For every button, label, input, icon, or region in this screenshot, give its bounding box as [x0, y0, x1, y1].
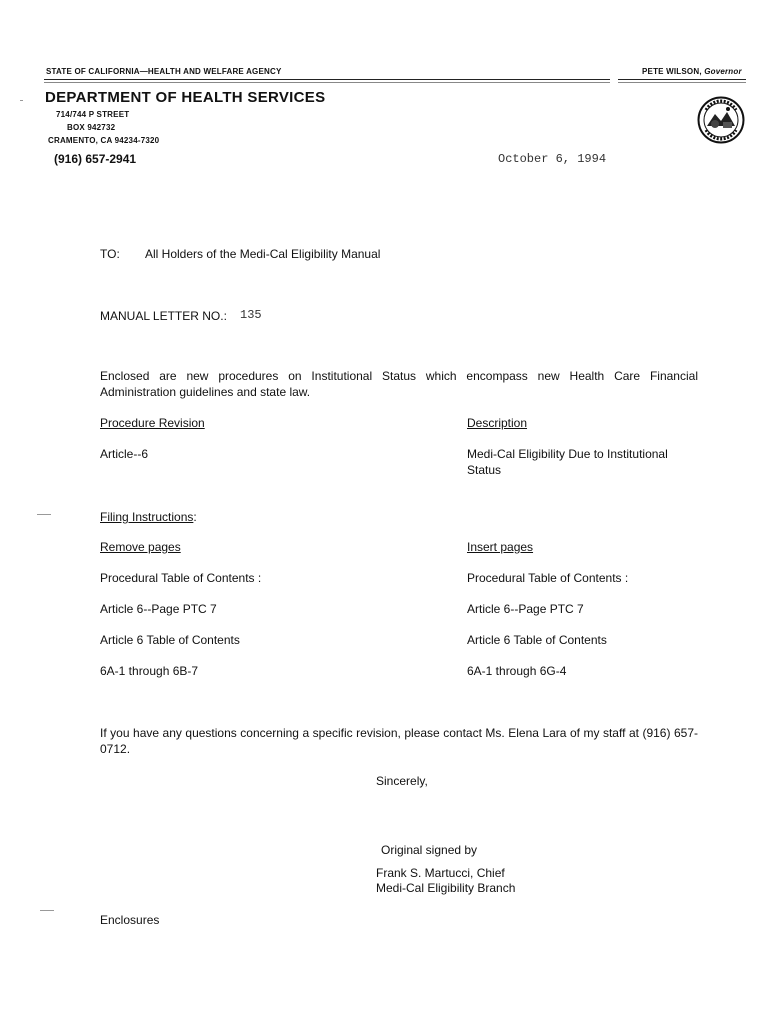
remove-page-item: Article 6--Page PTC 7	[100, 602, 217, 616]
header-rule-right	[618, 79, 746, 80]
address-line-2: BOX 942732	[67, 123, 116, 132]
sincerely-closing: Sincerely,	[376, 774, 428, 788]
filing-instructions-label: Filing Instructions	[100, 510, 194, 524]
scan-speck	[20, 100, 23, 101]
department-phone: (916) 657-2941	[54, 152, 137, 166]
insert-page-item: Article 6 Table of Contents	[467, 633, 607, 647]
insert-page-item: 6A-1 through 6G-4	[467, 664, 567, 678]
remove-page-item: Procedural Table of Contents :	[100, 571, 262, 585]
governor-line	[642, 67, 742, 76]
letter-date: October 6, 1994	[498, 152, 607, 166]
filing-instructions-colon: :	[193, 510, 197, 524]
manual-letter-label: MANUAL LETTER NO.:	[100, 309, 227, 323]
to-label: TO:	[100, 247, 120, 261]
to-value: All Holders of the Medi-Cal Eligibility Manual	[145, 247, 381, 261]
signatory-name: Frank S. Martucci, Chief	[376, 866, 505, 880]
header-rule-left-thin	[44, 82, 610, 83]
signatory-branch: Medi-Cal Eligibility Branch	[376, 881, 516, 895]
revision-article: Article--6	[100, 447, 149, 461]
intro-paragraph: Enclosed are new procedures on Institutional Status which encompass new Health Care Financial Administration guidelines and state law.	[100, 369, 698, 399]
address-line-3: CRAMENTO, CA 94234-7320	[48, 136, 160, 145]
governor-title: Governor	[704, 67, 742, 76]
remove-page-item: 6A-1 through 6B-7	[100, 664, 199, 678]
header-rule-left	[44, 79, 610, 80]
remove-page-item: Article 6 Table of Contents	[100, 633, 240, 647]
governor-name: PETE WILSON,	[642, 67, 702, 76]
insert-page-item: Procedural Table of Contents :	[467, 571, 629, 585]
enclosures-label: Enclosures	[100, 913, 160, 927]
insert-pages-header: Insert pages	[467, 540, 534, 554]
closing-paragraph: If you have any questions concerning a specific revision, please contact Ms. Elena Lara of my staff at (916) 657-0712.	[100, 726, 698, 756]
department-name: DEPARTMENT OF HEALTH SERVICES	[45, 89, 326, 106]
remove-pages-header: Remove pages	[100, 540, 181, 554]
scan-speck	[40, 910, 54, 911]
address-line-1: 714/744 P STREET	[56, 110, 130, 119]
scan-speck	[37, 514, 51, 515]
procedure-revision-header: Procedure Revision	[100, 416, 205, 430]
manual-letter-number: 135	[240, 308, 262, 322]
original-signed-note: Original signed by	[381, 843, 478, 857]
description-header: Description	[467, 416, 528, 430]
agency-line: STATE OF CALIFORNIA—HEALTH AND WELFARE AGENCY	[46, 67, 282, 76]
filing-instructions-heading	[100, 509, 197, 525]
revision-description: Medi-Cal Eligibility Due to Institutional Status	[467, 447, 668, 477]
state-seal-icon	[697, 96, 745, 144]
header-rule-right-thin	[618, 82, 746, 83]
insert-page-item: Article 6--Page PTC 7	[467, 602, 584, 616]
